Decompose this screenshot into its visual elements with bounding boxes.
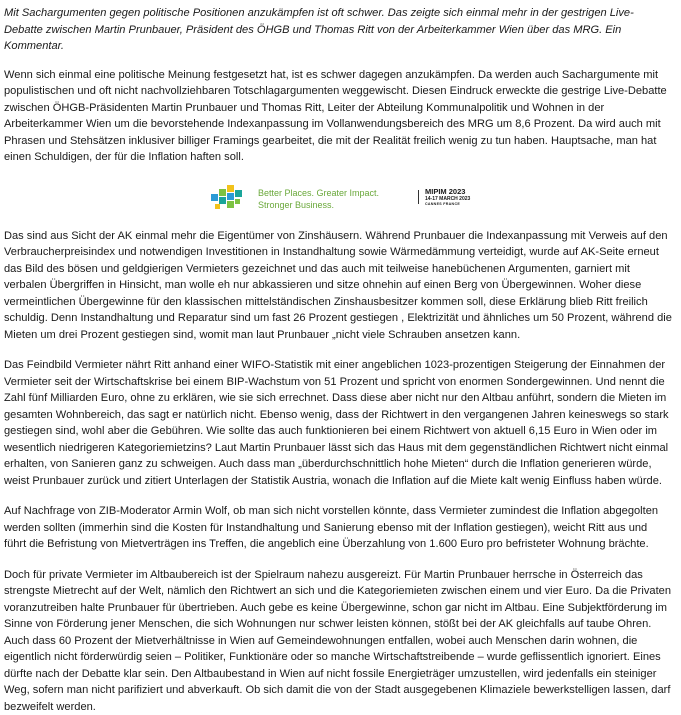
article-paragraph-2: Das sind aus Sicht der AK einmal mehr die Eigentümer von Zinshäusern. Während Prunbauer die Indexanpassung mit Verweis auf den Verbraucherpreisindex und notwendigen Investitionen in Instandhaltung sowie Wärmedämmung verteidigt, wurde auf AK-Seite erneut das Bild des bösen und geldgierigen Vermieters gezeichnet und das auch mit teilweise hanebüchenen Argumenten, garniert mit verbalen Übergriffen in Hinsicht, man wolle eh nur abkassieren und sitze ohnehin auf einen Berg von Übergewinnen. Woher diese vermeintlichen Übergewinne für den klassischen mittelständischen Zinshausbesitzer kommen soll, diese Erklärung blieb Ritt freilich schuldig. Denn Instandhaltung und Reparatur sind um fast 26 Prozent gestiegen , Elektrizität und ähnliches um 50 Prozent, während die Mieten um drei Prozent gestiegen sind, womit man laut Prunbauer „nicht viele Schrauben ansetzen kann. <box>4 228 672 344</box>
banner-event-city: CANNES FRANCE <box>425 202 470 207</box>
banner-event-dates: 14-17 MARCH 2023 <box>425 196 470 202</box>
advertisement-banner[interactable] <box>4 180 681 214</box>
article-paragraph-4: Auf Nachfrage von ZIB-Moderator Armin Wolf, ob man sich nicht vorstellen könnte, dass Vermieter zumindest die Inflation abgegolten werden sollten (immerhin sind die Kosten für Instandhaltung und Sanierung ebenso mit der Inflation gestiegen), weicht Ritt aus und führt die Befristung von Mietverträgen ins Treffen, die angeblich eine Überzahlung von 1.600 Euro pro befristeter Wohnung brächte. <box>4 503 672 553</box>
banner-divider <box>418 190 419 204</box>
banner-event-info <box>425 187 470 207</box>
article-paragraph-1: Wenn sich einmal eine politische Meinung festgesetzt hat, ist es schwer dagegen anzukämpfen. Da werden auch Sachargumente mit populistischen und oft nicht nachvollziehbaren Totschlagargumenten weggewischt. Diesen Eindruck erweckte die gestrige Live-Debatte zwischen ÖHGB-Präsidenten Martin Prunbauer und Thomas Ritt, Leiter der Abteilung Kommunalpolitik und Wohnen in der Arbeiterkammer Wien um die bevorstehende Indexanpassung im Vollanwendungsbereich des MRG um 8,6 Prozent. Da wird auch mit Phrasen und Stehsätzen inklusiver billiger Framings gearbeitet, die mit der Realität freilich wenig zu tun haben. Hauptsache, man hat einen Schuldigen, der für die Inflation haften soll. <box>4 67 672 166</box>
article-paragraph-3: Das Feindbild Vermieter nährt Ritt anhand einer WIFO-Statistik mit einer angeblichen 1023-prozentigen Steigerung der Einnahmen der Vermieter seit der Wirtschaftskrise bei einem BIP-Wachstum von 51 Prozent und spricht von enormen Sondergewinnen. Und nennt die Zahl fünf Milliarden Euro, ohne zu erklären, wie sie sich errechnet. Dass diese aber nicht nur den Altbau anführt, sondern die Mieten im gesamten Wohnbereich, das sagt er natürlich nicht. Ebenso wenig, dass der Richtwert in den vergangenen Jahren keineswegs so stark gestiegen sind, wohl aber die Gebühren. Wie sollte das auch funktionieren bei einem Richtwert von aktuell 6,15 Euro in Wien oder im wesentlich niedrigeren Kategoriemietzins? Laut Martin Prunbauer lässt sich das Haus mit dem gegenständlichen Richtwert nicht einmal erhalten, von Sanieren ganz zu schweigen. Auch dass man „überdurchschnittlich hohe Mieten“ durch die Inflation generieren würde, weist Prunbauer zurück und zitiert Unterlagen der Statistik Austria, wonach die Inflation auf die Miete kalt wenig Einfluss haben würde. <box>4 357 672 489</box>
banner-event-name: MIPIM 2023 <box>425 187 470 196</box>
mipim-logo <box>210 184 246 212</box>
article-paragraph-5: Doch für private Vermieter im Altbaubereich ist der Spielraum nahezu ausgereizt. Für Martin Prunbauer herrsche in Österreich das strengste Mietrecht auf der Welt, nämlich den Richtwert an sich und die Kategoriemieten zwischen einem und vier Euro. Da die Privaten voranzutreiben halte Prunbauer für übertrieben. Auch gebe es keine Übergewinne, schon gar nicht im Altbau. Eine Subjektförderung im Sinne von Förderung jener Menschen, die sich Wohnungen nur schwer leisten können, stößt bei der AK gleichfalls auf taube Ohren. Auch dass 60 Prozent der Mietverhältnisse in Wien auf Gemeindewohnungen entfallen, wobei auch Menschen darin wohnen, die eigentlich nicht förderwürdig seien – Politiker, Funktionäre oder so manche Wirtschaftstreibende – wurde geflissentlich ignoriert. Eines dürfte nach der Debatte klar sein. Den Altbaubestand in Wien auf nicht fossile Energieträger umzustellen, wird jedenfalls ein steiniger Weg, sofern man nicht parifiziert und abverkauft. Ob sich damit die von der Stadt ausgegebenen Klimaziele bewerkstelligen lassen, darf bezweifelt werden. <box>4 567 672 715</box>
banner-tagline-line-1: Better Places. Greater Impact. <box>258 187 379 199</box>
article-lead: Mit Sachargumenten gegen politische Positionen anzukämpfen ist oft schwer. Das zeigte sich einmal mehr in der gestrigen Live-Debatte zwischen Martin Prunbauer, Präsident des ÖHGB und Thomas Ritt von der Arbeiterkammer Wien über das MRG. Ein Kommentar. <box>4 5 672 55</box>
banner-tagline-line-2: Stronger Business. <box>258 199 379 211</box>
banner-tagline <box>258 187 379 211</box>
